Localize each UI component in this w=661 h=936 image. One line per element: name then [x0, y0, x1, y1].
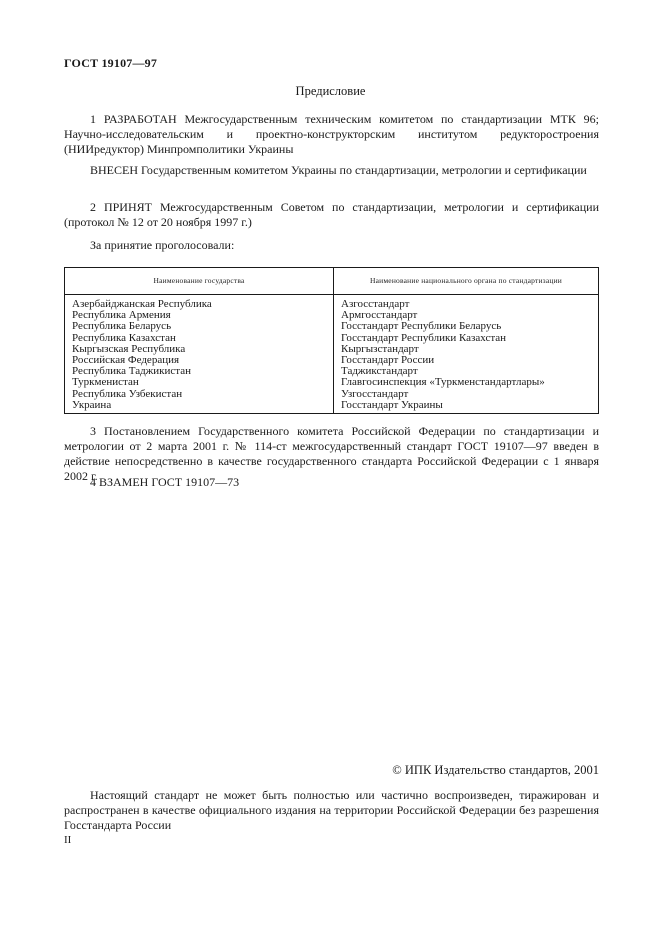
state-name: Республика Таджикистан — [72, 365, 191, 378]
standards-body-name: Госстандарт Республики Казахстан — [341, 331, 507, 344]
paragraph-replaces — [64, 475, 599, 490]
paragraph-introduced — [64, 163, 599, 178]
standards-body-name: Госстандарт Украины — [341, 398, 443, 411]
reproduction-notice-text: Настоящий стандарт не может быть полностью или частично воспроизведен, тиражирован и распространен в качестве официального издания на территории Российской Федерации без разрешения Госстандарта России — [64, 788, 599, 832]
state-name: Туркменистан — [72, 376, 139, 389]
page-title: Предисловие — [295, 84, 366, 98]
standards-body-name: Госстандарт России — [341, 354, 435, 367]
page-number: II — [64, 834, 72, 846]
standards-body-name: Таджикстандарт — [341, 365, 418, 378]
paragraph-voted — [64, 238, 599, 253]
table-row — [65, 295, 599, 414]
voting-states-table — [64, 267, 599, 414]
standards-body-name: Армгосстандарт — [341, 309, 418, 322]
standards-body-name: Госстандарт Республики Беларусь — [341, 320, 502, 333]
state-name: Республика Беларусь — [72, 320, 172, 333]
state-name: Украина — [72, 398, 112, 411]
paragraph-adopted — [64, 200, 599, 230]
bodies-column — [334, 295, 599, 414]
paragraph-replaces-text: 4 ВЗАМЕН ГОСТ 19107—73 — [90, 475, 240, 489]
paragraph-developed — [64, 112, 599, 157]
standard-header: ГОСТ 19107—97 — [64, 56, 158, 70]
paragraph-introduced-text: ВНЕСЕН Государственным комитетом Украины по стандартизации, метрологии и сертификации — [90, 163, 587, 177]
standards-body-name: Узгосстандарт — [341, 387, 409, 400]
state-name: Республика Узбекистан — [72, 387, 183, 400]
paragraph-resolution-text: 3 Постановлением Государственного комитета Российской Федерации по стандартизации и метрологии от 2 марта 2001 г. № 114-ст межгосударственный стандарт ГОСТ 19107—97 введен в действие непосредственно в качестве государственного стандарта Российской Федерации с 1 января 2002 г. — [64, 424, 599, 483]
copyright-notice: © ИПК Издательство стандартов, 2001 — [392, 763, 599, 777]
standards-body-name: Главгосинспекция «Туркменстандартлары» — [341, 376, 545, 389]
reproduction-notice — [64, 788, 599, 833]
standards-body-name: Азгосстандарт — [341, 298, 410, 310]
state-name: Российская Федерация — [72, 354, 180, 367]
state-name: Кыргызская Республика — [72, 342, 186, 355]
state-name: Азербайджанская Республика — [72, 298, 212, 310]
state-name: Республика Казахстан — [72, 331, 176, 344]
standards-body-name: Кыргызстандарт — [341, 342, 419, 355]
table-header-row — [65, 268, 599, 295]
column-header-body: Наименование национального органа по стандартизации — [334, 268, 599, 295]
paragraph-adopted-text: 2 ПРИНЯТ Межгосударственным Советом по стандартизации, метрологии и сертификации (протокол № 12 от 20 ноября 1997 г.) — [64, 200, 599, 229]
state-name: Республика Армения — [72, 309, 171, 322]
states-column — [65, 295, 334, 414]
paragraph-developed-text: 1 РАЗРАБОТАН Межгосударственным техническим комитетом по стандартизации МТК 96; Научно-исследовательским и проектно-конструкторским институтом редукторостроения (НИИредуктор) Минпромполитики Украины — [64, 112, 599, 156]
paragraph-voted-text: За принятие проголосовали: — [90, 238, 235, 252]
column-header-state: Наименование государства — [65, 268, 334, 295]
